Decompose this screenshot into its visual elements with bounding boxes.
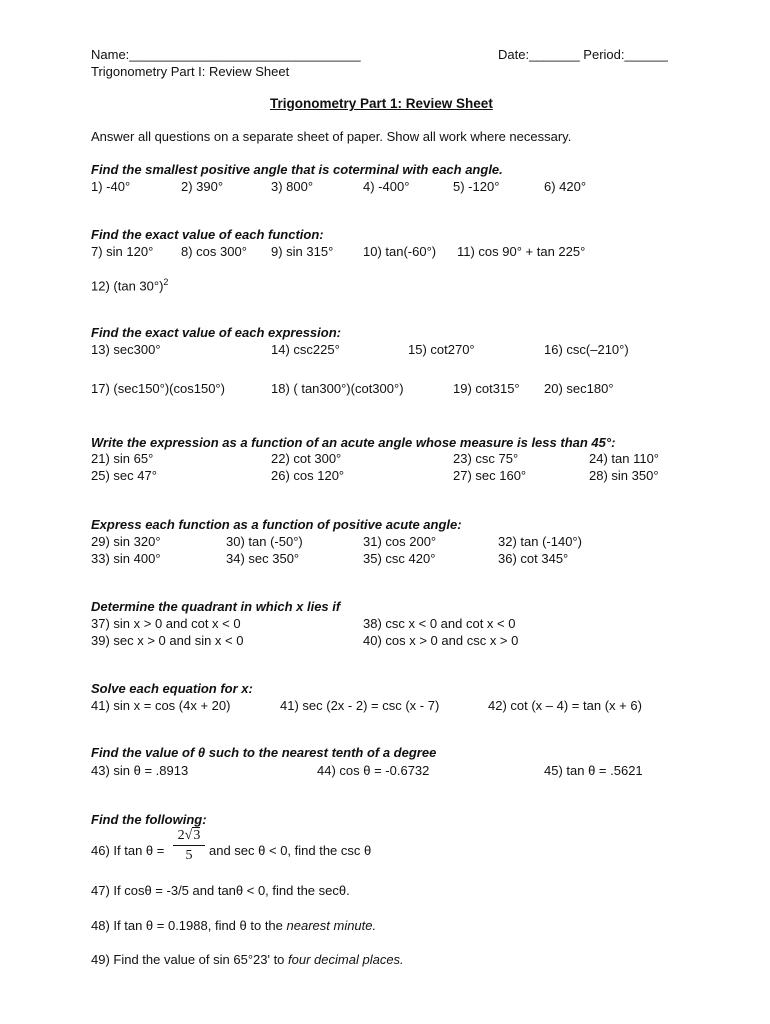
question: 25) sec 47° xyxy=(91,468,157,483)
question: 5) -120° xyxy=(453,179,500,194)
question: 43) sin θ = .8913 xyxy=(91,763,189,778)
question: 19) cot315° xyxy=(453,381,520,396)
question: 20) sec180° xyxy=(544,381,614,396)
question: 2) 390° xyxy=(181,179,224,194)
question: 10) tan(-60°) xyxy=(363,244,437,259)
question xyxy=(91,919,376,932)
section-heading-theta-value: Find the value of θ such to the nearest tenth of a degree xyxy=(91,745,437,760)
question: 16) csc(–210°) xyxy=(544,342,629,357)
question: 32) tan (-140°) xyxy=(498,534,582,549)
subtitle: Trigonometry Part I: Review Sheet xyxy=(91,64,290,79)
question: 6) 420° xyxy=(544,179,587,194)
question: 40) cos x > 0 and csc x > 0 xyxy=(363,633,519,648)
section-heading-coterminal: Find the smallest positive angle that is coterminal with each angle. xyxy=(91,162,503,177)
question: 38) csc x < 0 and cot x < 0 xyxy=(363,616,516,631)
question: 14) csc225° xyxy=(271,342,340,357)
fraction-numerator xyxy=(173,829,205,845)
question: 34) sec 350° xyxy=(226,551,300,566)
date-period-label: Date:_______ Period:______ xyxy=(498,47,668,62)
question: 8) cos 300° xyxy=(181,244,247,259)
instructions: Answer all questions on a separate sheet of paper. Show all work where necessary. xyxy=(91,129,572,144)
question: 37) sin x > 0 and cot x < 0 xyxy=(91,616,241,631)
question: 4) -400° xyxy=(363,179,410,194)
question: 30) tan (-50°) xyxy=(226,534,303,549)
question: 13) sec300° xyxy=(91,342,161,357)
question: 28) sin 350° xyxy=(589,468,659,483)
question xyxy=(91,278,168,292)
question: 29) sin 320° xyxy=(91,534,161,549)
question: 41) sin x = cos (4x + 20) xyxy=(91,698,231,713)
section-heading-solve-equation: Solve each equation for x: xyxy=(91,681,253,696)
question: 24) tan 110° xyxy=(589,451,660,466)
section-heading-positive-acute: Express each function as a function of positive acute angle: xyxy=(91,517,462,532)
question: 9) sin 315° xyxy=(271,244,334,259)
question: 45) tan θ = .5621 xyxy=(544,763,643,778)
question: 23) csc 75° xyxy=(453,451,519,466)
question-text: 48) If tan θ = 0.1988, find θ to the xyxy=(91,918,283,933)
question: 33) sin 400° xyxy=(91,551,161,566)
question: and sec θ < 0, find the csc θ xyxy=(209,843,372,858)
question: 17) (sec150°)(cos150°) xyxy=(91,381,225,396)
question: 39) sec x > 0 and sin x < 0 xyxy=(91,633,244,648)
section-heading-find-following: Find the following: xyxy=(91,812,207,827)
question xyxy=(91,953,404,966)
fraction-denominator: 5 xyxy=(185,848,193,863)
question: 26) cos 120° xyxy=(271,468,345,483)
radicand: 3 xyxy=(193,828,201,843)
question: 42) cot (x – 4) = tan (x + 6) xyxy=(488,698,642,713)
question: 21) sin 65° xyxy=(91,451,154,466)
section-heading-acute-angle: Write the expression as a function of an acute angle whose measure is less than 45°: xyxy=(91,435,616,450)
question: 27) sec 160° xyxy=(453,468,527,483)
name-field-label: Name:________________________________ xyxy=(91,47,361,62)
question: 7) sin 120° xyxy=(91,244,154,259)
exponent: 2 xyxy=(163,277,169,287)
question: 31) cos 200° xyxy=(363,534,437,549)
question: 15) cot270° xyxy=(408,342,475,357)
question: 47) If cosθ = -3/5 and tanθ < 0, find the secθ. xyxy=(91,883,350,898)
question: 22) cot 300° xyxy=(271,451,342,466)
fraction xyxy=(173,829,205,863)
radical-sign-icon: √ xyxy=(184,828,193,843)
question: 36) cot 345° xyxy=(498,551,569,566)
question-emphasis: four decimal places. xyxy=(288,952,404,967)
page-title: Trigonometry Part 1: Review Sheet xyxy=(270,96,493,111)
question: 35) csc 420° xyxy=(363,551,436,566)
question: 18) ( tan300°)(cot300°) xyxy=(271,381,404,396)
question: 41) sec (2x - 2) = csc (x - 7) xyxy=(280,698,440,713)
section-heading-quadrant: Determine the quadrant in which x lies if xyxy=(91,599,341,614)
section-heading-exact-function: Find the exact value of each function: xyxy=(91,227,324,242)
question: 44) cos θ = -0.6732 xyxy=(317,763,430,778)
question: 46) If tan θ = xyxy=(91,843,165,858)
question-emphasis: nearest minute. xyxy=(286,918,377,933)
question: 1) -40° xyxy=(91,179,131,194)
question: 11) cos 90° + tan 225° xyxy=(457,244,586,259)
question: 3) 800° xyxy=(271,179,314,194)
coefficient: 2 xyxy=(177,828,185,843)
question-text: 49) Find the value of sin 65°23' to xyxy=(91,952,285,967)
question-text: 12) (tan 30°) xyxy=(91,278,164,294)
section-heading-exact-expression: Find the exact value of each expression: xyxy=(91,325,341,340)
